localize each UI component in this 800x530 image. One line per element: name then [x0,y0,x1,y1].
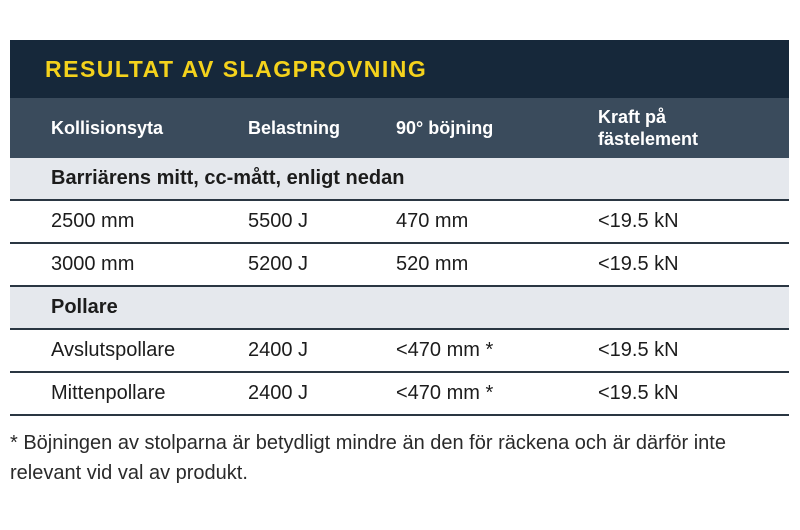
table-row [10,330,789,373]
cell-load: 2400 J [248,382,309,404]
cell-bending: 520 mm [396,253,469,275]
section-label: Pollare [51,296,118,318]
cell-load: 5200 J [248,253,309,275]
cell-fastener-force: <19.5 kN [598,253,679,275]
cell-fastener-force: <19.5 kN [598,339,679,361]
section-row-bollards [10,287,789,330]
header-load: Belastning [248,118,341,138]
header-fastener-force-line2: fästelement [598,129,699,149]
table-title-bar [10,40,789,98]
cell-load: 5500 J [248,210,309,232]
cell-fastener-force: <19.5 kN [598,382,679,404]
footnote: * Böjningen av stolparna är betydligt mindre än den för räckena och är därför inte relevant vid val av produkt. [10,432,726,484]
cell-collision-surface: Avslutspollare [51,339,176,361]
table-header-row [10,98,789,158]
table-row [10,201,789,244]
table-row [10,244,789,287]
header-fastener-force [598,106,698,150]
cell-fastener-force: <19.5 kN [598,210,679,232]
cell-collision-surface: 2500 mm [51,210,135,232]
cell-bending: <470 mm * [396,382,494,404]
cell-bending: <470 mm * [396,339,494,361]
header-fastener-force-line1: Kraft på [598,107,667,127]
cell-collision-surface: 3000 mm [51,253,135,275]
section-row-barrier-center [10,158,789,201]
table-title: RESULTAT AV SLAGPROVNING [45,55,428,82]
section-label: Barriärens mitt, cc-mått, enligt nedan [51,167,405,189]
cell-bending: 470 mm [396,210,469,232]
table-row [10,373,789,416]
cell-load: 2400 J [248,339,309,361]
header-collision-surface: Kollisionsyta [51,118,164,138]
impact-test-table [10,40,789,416]
cell-collision-surface: Mittenpollare [51,382,166,404]
header-bending: 90° böjning [396,118,494,138]
